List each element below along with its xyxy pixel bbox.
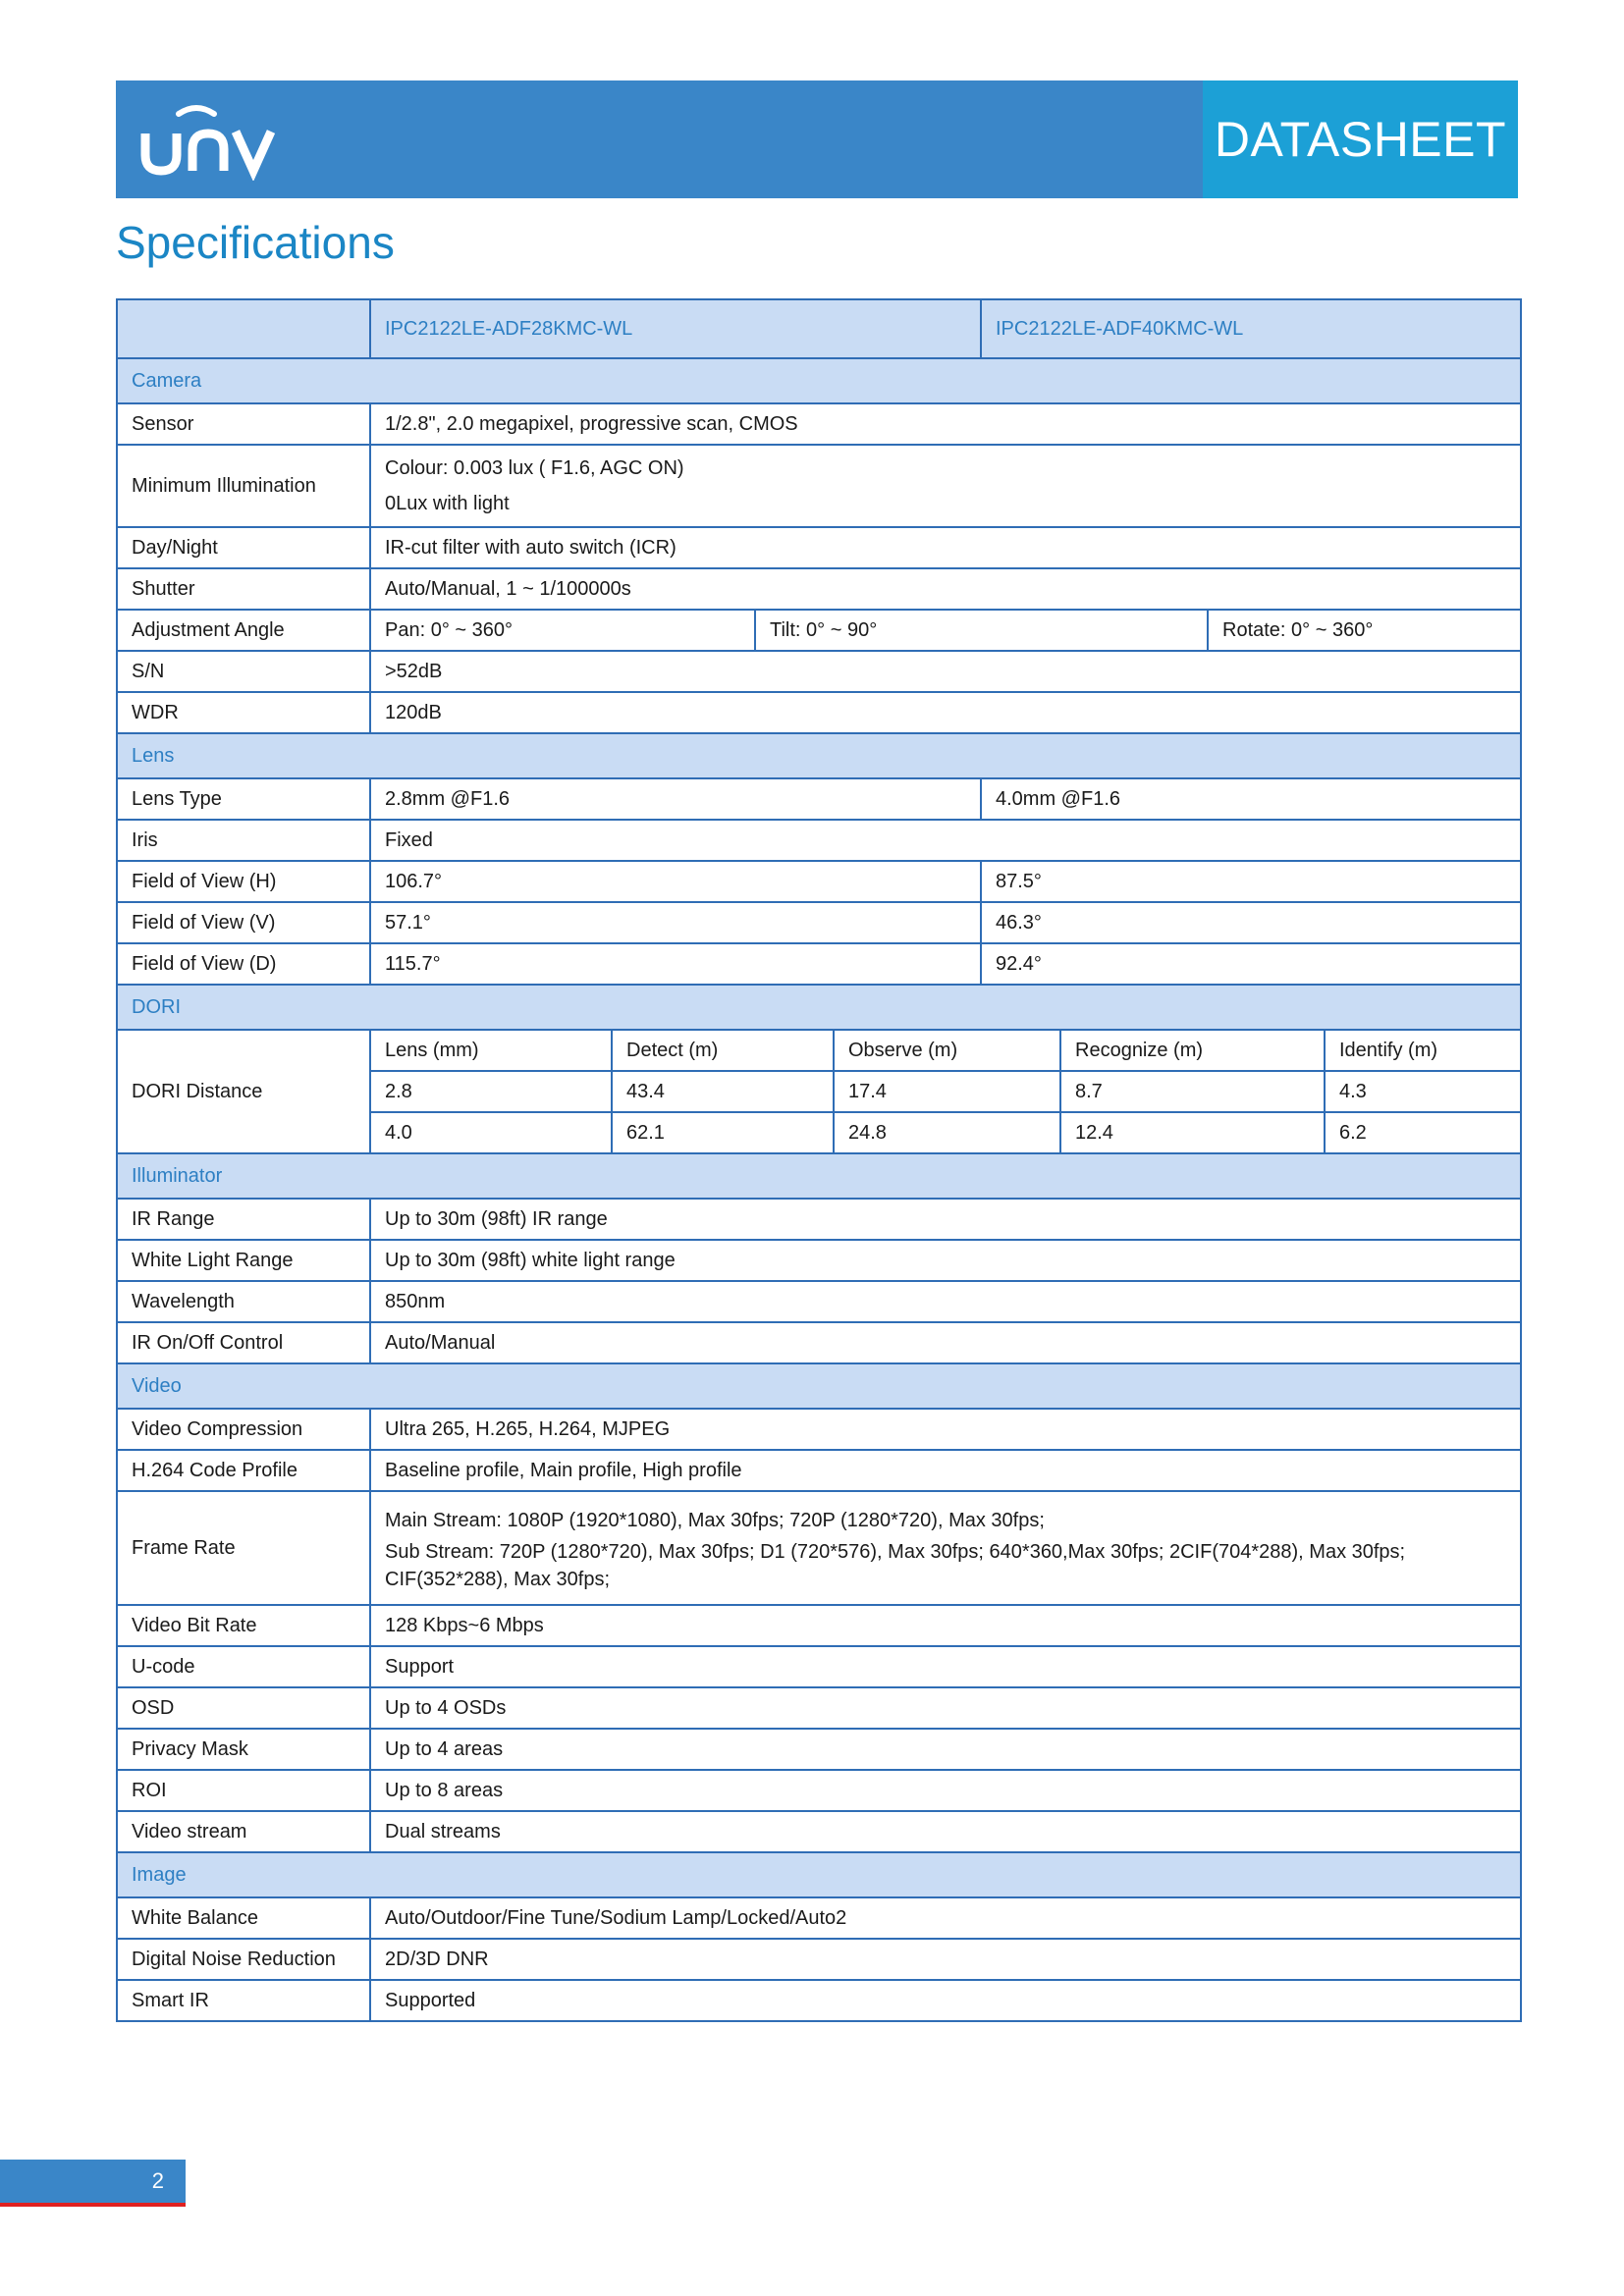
- table-row: [117, 445, 1521, 527]
- row-label: U-code: [117, 1646, 370, 1687]
- row-label: ROI: [117, 1770, 370, 1811]
- row-label: Video Compression: [117, 1409, 370, 1450]
- table-row: [117, 1409, 1521, 1450]
- specifications-table: [116, 298, 1522, 2022]
- row-label: Sensor: [117, 403, 370, 445]
- dori-cell: 8.7: [1060, 1071, 1325, 1112]
- row-value: Up to 4 areas: [370, 1729, 1521, 1770]
- table-row: [117, 861, 1521, 902]
- page-title: Specifications: [116, 217, 395, 268]
- row-value: Auto/Manual, 1 ~ 1/100000s: [370, 568, 1521, 610]
- row-label: Privacy Mask: [117, 1729, 370, 1770]
- dori-cell: 4.0: [370, 1112, 612, 1153]
- dori-header: Identify (m): [1325, 1030, 1521, 1071]
- row-value: Up to 8 areas: [370, 1770, 1521, 1811]
- value-40: 87.5°: [981, 861, 1521, 902]
- table-row: [117, 651, 1521, 692]
- dori-cell: 4.3: [1325, 1071, 1521, 1112]
- row-value: Up to 30m (98ft) IR range: [370, 1199, 1521, 1240]
- value-line: Colour: 0.003 lux ( F1.6, AGC ON): [385, 457, 684, 479]
- datasheet-header: [116, 80, 1518, 198]
- row-label: Lens Type: [117, 778, 370, 820]
- value-line: CIF(352*288), Max 30fps;: [385, 1569, 610, 1590]
- model-28: IPC2122LE-ADF28KMC-WL: [370, 299, 981, 358]
- row-value: Auto/Manual: [370, 1322, 1521, 1363]
- row-label: S/N: [117, 651, 370, 692]
- value-40: 4.0mm @F1.6: [981, 778, 1521, 820]
- row-label: IR Range: [117, 1199, 370, 1240]
- datasheet-tag: DATASHEET: [1203, 80, 1518, 198]
- table-row: [117, 1491, 1521, 1605]
- value-40: 46.3°: [981, 902, 1521, 943]
- table-row: [117, 1811, 1521, 1852]
- dori-header: Recognize (m): [1060, 1030, 1325, 1071]
- row-value: IR-cut filter with auto switch (ICR): [370, 527, 1521, 568]
- table-row: [117, 610, 1521, 651]
- row-label: Video stream: [117, 1811, 370, 1852]
- table-row: [117, 568, 1521, 610]
- row-label: IR On/Off Control: [117, 1322, 370, 1363]
- value-28: 2.8mm @F1.6: [370, 778, 981, 820]
- table-row: [117, 1322, 1521, 1363]
- value-line: Main Stream: 1080P (1920*1080), Max 30fps; 720P (1280*720), Max 30fps;: [385, 1510, 1045, 1531]
- row-value: 1/2.8", 2.0 megapixel, progressive scan, CMOS: [370, 403, 1521, 445]
- row-label: Wavelength: [117, 1281, 370, 1322]
- rotate-value: Rotate: 0° ~ 360°: [1208, 610, 1521, 651]
- row-value: Fixed: [370, 820, 1521, 861]
- row-value: 128 Kbps~6 Mbps: [370, 1605, 1521, 1646]
- section-row: [117, 358, 1521, 403]
- row-value: [370, 1491, 1521, 1605]
- table-row: [117, 943, 1521, 985]
- table-row: [117, 527, 1521, 568]
- dori-header: Detect (m): [612, 1030, 834, 1071]
- dori-cell: 6.2: [1325, 1112, 1521, 1153]
- dori-header-row: [117, 1030, 1521, 1071]
- dori-cell: 12.4: [1060, 1112, 1325, 1153]
- section-row: [117, 1363, 1521, 1409]
- row-value: 120dB: [370, 692, 1521, 733]
- row-value: [370, 445, 1521, 527]
- section-camera: Camera: [117, 358, 1521, 403]
- row-label: Shutter: [117, 568, 370, 610]
- section-lens: Lens: [117, 733, 1521, 778]
- table-row: [117, 1199, 1521, 1240]
- row-value: Baseline profile, Main profile, High profile: [370, 1450, 1521, 1491]
- section-row: [117, 985, 1521, 1030]
- row-label: White Balance: [117, 1897, 370, 1939]
- row-label: Minimum Illumination: [117, 445, 370, 527]
- page-number-box: [0, 2160, 186, 2207]
- dori-cell: 62.1: [612, 1112, 834, 1153]
- value-line: Sub Stream: 720P (1280*720), Max 30fps; D1 (720*576), Max 30fps; 640*360,Max 30fps; 2CIF(704*288), Max 30fps;: [385, 1541, 1406, 1563]
- section-row: [117, 1153, 1521, 1199]
- model-header-row: [117, 299, 1521, 358]
- row-label: DORI Distance: [117, 1030, 370, 1153]
- table-row: [117, 1450, 1521, 1491]
- value-28: 106.7°: [370, 861, 981, 902]
- table-row: [117, 820, 1521, 861]
- table-row: [117, 1729, 1521, 1770]
- row-label: Frame Rate: [117, 1491, 370, 1605]
- table-row: [117, 1646, 1521, 1687]
- row-label: Field of View (V): [117, 902, 370, 943]
- row-value: Ultra 265, H.265, H.264, MJPEG: [370, 1409, 1521, 1450]
- table-row: [117, 1605, 1521, 1646]
- tilt-value: Tilt: 0° ~ 90°: [755, 610, 1208, 651]
- unv-logo: [137, 100, 285, 181]
- value-line: 0Lux with light: [385, 493, 510, 514]
- table-row: [117, 1770, 1521, 1811]
- row-value: Supported: [370, 1980, 1521, 2021]
- section-image: Image: [117, 1852, 1521, 1897]
- row-label: Field of View (H): [117, 861, 370, 902]
- page-number: 2: [151, 2168, 164, 2193]
- row-label: White Light Range: [117, 1240, 370, 1281]
- table-row: [117, 1240, 1521, 1281]
- value-28: 57.1°: [370, 902, 981, 943]
- row-value: 2D/3D DNR: [370, 1939, 1521, 1980]
- section-video: Video: [117, 1363, 1521, 1409]
- table-row: [117, 1687, 1521, 1729]
- table-row: [117, 1281, 1521, 1322]
- table-row: [117, 902, 1521, 943]
- row-value: Up to 4 OSDs: [370, 1687, 1521, 1729]
- table-row: [117, 403, 1521, 445]
- section-row: [117, 733, 1521, 778]
- table-row: [117, 692, 1521, 733]
- value-28: 115.7°: [370, 943, 981, 985]
- section-row: [117, 1852, 1521, 1897]
- row-label: OSD: [117, 1687, 370, 1729]
- value-40: 92.4°: [981, 943, 1521, 985]
- model-40: IPC2122LE-ADF40KMC-WL: [981, 299, 1521, 358]
- dori-cell: 24.8: [834, 1112, 1060, 1153]
- pan-value: Pan: 0° ~ 360°: [370, 610, 755, 651]
- section-dori: DORI: [117, 985, 1521, 1030]
- row-label: Day/Night: [117, 527, 370, 568]
- dori-cell: 2.8: [370, 1071, 612, 1112]
- dori-header: Observe (m): [834, 1030, 1060, 1071]
- row-label: Smart IR: [117, 1980, 370, 2021]
- row-value: 850nm: [370, 1281, 1521, 1322]
- row-value: Up to 30m (98ft) white light range: [370, 1240, 1521, 1281]
- row-label: H.264 Code Profile: [117, 1450, 370, 1491]
- blank-cell: [117, 299, 370, 358]
- table-row: [117, 778, 1521, 820]
- row-value: Auto/Outdoor/Fine Tune/Sodium Lamp/Locked/Auto2: [370, 1897, 1521, 1939]
- row-value: >52dB: [370, 651, 1521, 692]
- row-label: Adjustment Angle: [117, 610, 370, 651]
- row-label: Video Bit Rate: [117, 1605, 370, 1646]
- table-row: [117, 1897, 1521, 1939]
- dori-cell: 43.4: [612, 1071, 834, 1112]
- row-label: Digital Noise Reduction: [117, 1939, 370, 1980]
- dori-header: Lens (mm): [370, 1030, 612, 1071]
- table-row: [117, 1939, 1521, 1980]
- row-label: Iris: [117, 820, 370, 861]
- row-label: Field of View (D): [117, 943, 370, 985]
- row-value: Support: [370, 1646, 1521, 1687]
- table-row: [117, 1980, 1521, 2021]
- row-label: WDR: [117, 692, 370, 733]
- row-value: Dual streams: [370, 1811, 1521, 1852]
- dori-cell: 17.4: [834, 1071, 1060, 1112]
- section-illuminator: Illuminator: [117, 1153, 1521, 1199]
